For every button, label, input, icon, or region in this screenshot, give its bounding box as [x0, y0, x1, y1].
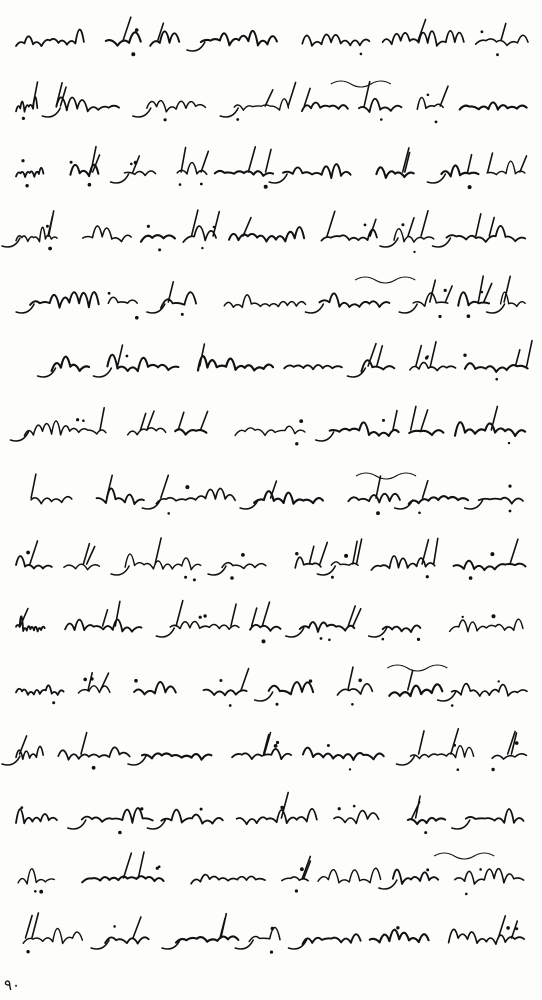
interlinear-note: [356, 473, 416, 479]
manuscript-line: [16, 276, 525, 319]
manuscript-line: [16, 601, 523, 644]
manuscript-line: [10, 406, 525, 445]
manuscript-line: [38, 341, 532, 381]
manuscript-line: [2, 210, 525, 253]
manuscript-line: [18, 852, 523, 895]
manuscript-line: [31, 474, 523, 515]
manuscript-line: [16, 667, 527, 707]
page-number: ٩٠: [4, 976, 21, 994]
manuscript-line: [16, 793, 524, 835]
manuscript-line: [2, 729, 526, 771]
manuscript-line: [16, 538, 526, 581]
interlinear-note: [434, 853, 494, 859]
interlinear-note: [355, 277, 415, 283]
manuscript-line: [16, 17, 528, 56]
manuscript-line: [16, 147, 527, 189]
manuscript-line: [23, 913, 524, 954]
interlinear-note: [331, 81, 391, 87]
manuscript-line: [16, 82, 527, 124]
interlinear-note: [387, 665, 447, 671]
